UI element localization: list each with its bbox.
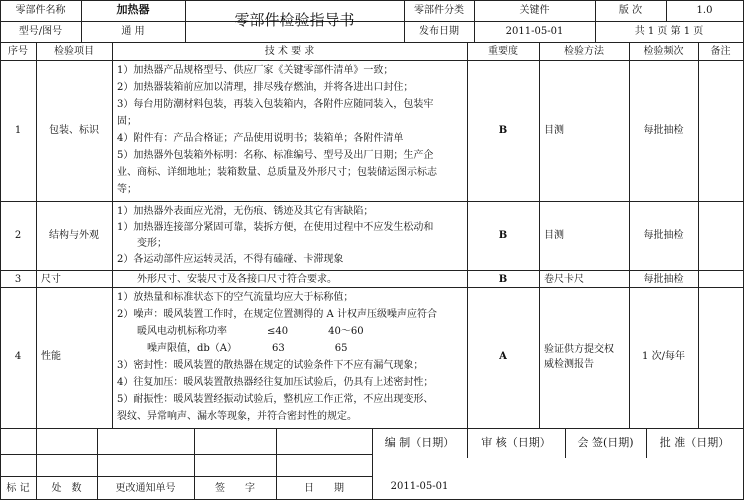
sign-date-label: 日 期	[304, 483, 344, 494]
compile-date-label: 编 制（日期）	[384, 436, 455, 449]
requirement-line: 4）附件有：产品合格证；产品使用说明书；装箱单；各附件清单	[117, 133, 404, 144]
requirement-line: 3）密封性：暖风装置的散热器在规定的试验条件下不应有漏气现象；	[117, 360, 424, 371]
row-frequency: 每批抽检	[643, 230, 684, 241]
requirement-line: 1）加热器产品规格型号、供应厂家《关键零部件清单》一致；	[117, 65, 394, 76]
col-frequency: 检验频次	[643, 46, 684, 57]
row-method: 目测	[544, 125, 564, 136]
requirement-line: 1）加热器连接部分紧固可靠，装拆方便，在使用过程中不应发生松动和	[117, 222, 434, 233]
requirement-line: 5）耐振性：暖风装置经振动试验后，整机应工作正常，不应出现变形、	[117, 394, 434, 405]
row-frequency: 每批抽检	[643, 125, 684, 136]
change-notice-label: 更改通知单号	[115, 483, 176, 494]
row-importance: B	[498, 230, 508, 241]
mark-label: 标 记	[6, 483, 30, 494]
countersign-date-label: 会 签(日期)	[577, 436, 634, 449]
row-method: 卷尺卡尺	[544, 274, 584, 285]
row-seq: 4	[14, 351, 22, 362]
row-frequency: 1 次/每年	[642, 351, 685, 362]
place-count-label: 处 数	[51, 483, 82, 494]
page-info: 共 1 页 第 1 页	[634, 26, 704, 37]
category-label: 零部件分类	[414, 5, 464, 16]
release-date-value: 2011-05-01	[505, 26, 564, 37]
col-method: 检验方法	[564, 46, 604, 57]
requirement-line: 2）噪声：暖风装置工作时，在规定位置测得的 A 计权声压级噪声应符合	[117, 309, 437, 320]
release-date-label: 发布日期	[419, 26, 459, 37]
requirement-line: 业、商标、详细地址；装箱数量、总质量及外形尺寸；包装储运图示标志	[117, 167, 437, 178]
version-label: 版 次	[618, 5, 643, 16]
row-seq: 2	[14, 230, 22, 241]
part-name-value: 加热器	[116, 3, 150, 16]
row-importance: B	[498, 274, 508, 285]
row-importance: A	[499, 351, 507, 362]
row-item: 性能	[41, 351, 61, 362]
requirement-line: 等；	[117, 184, 137, 195]
category-value: 关键件	[519, 5, 550, 16]
model-value: 通 用	[121, 26, 145, 37]
requirement-line: 噪声限值，db（A） 63 65	[117, 343, 348, 354]
row-item: 包装、标识	[49, 125, 99, 136]
col-note: 备注	[710, 46, 731, 57]
requirement-line: 1）放热量和标准状态下的空气流量均应大于标称值；	[117, 292, 354, 303]
requirement-line: 暖风电动机标称功率 ≤40 40～60	[117, 326, 364, 337]
approve-date-label: 批 准（日期）	[659, 436, 730, 449]
model-label: 型号/图号	[18, 26, 63, 37]
row-seq: 3	[14, 274, 22, 285]
row-item: 尺寸	[41, 274, 61, 285]
requirement-line: 3）每台用防潮材料包装，再装入包装箱内，各附件应随同装入，包装牢	[117, 99, 434, 110]
requirement-line: 5）加热器外包装箱外标明：名称、标准编号、型号及出厂日期；生产企	[117, 150, 434, 161]
requirement-line: 4）往复加压：暖风装置散热器经往复加压试验后，仍具有上述密封性；	[117, 377, 434, 388]
requirement-line: 变形；	[117, 238, 167, 249]
row-importance: B	[498, 125, 508, 136]
requirement-line: 2）加热器装箱前应加以清理，排尽残存燃油，并将各进出口封住；	[117, 82, 414, 93]
version-value: 1.0	[696, 5, 713, 16]
part-name-label: 零部件名称	[15, 5, 66, 16]
requirement-line: 2）各运动部件应运转灵活，不得有磕碰、卡滞现象	[117, 254, 344, 265]
col-importance: 重要度	[488, 46, 518, 57]
requirement-line: 外形尺寸、安装尺寸及各接口尺寸符合要求。	[117, 274, 337, 285]
col-item: 检验项目	[54, 46, 94, 57]
signature-label: 签 字	[215, 483, 255, 494]
row-method: 威检测报告	[544, 359, 594, 370]
row-frequency: 每批抽检	[643, 274, 684, 285]
col-requirements: 技 术 要 求	[264, 46, 315, 57]
row-method: 验证供方提交权	[544, 344, 614, 355]
document-title: 零部件检验指导书	[234, 11, 355, 29]
requirement-line: 固；	[117, 116, 137, 127]
requirement-line: 裂纹、异常响声、漏水等现象，并符合密封性的规定。	[117, 411, 357, 422]
row-method: 目测	[544, 230, 564, 241]
row-item: 结构与外观	[49, 230, 99, 241]
requirement-line: 1）加热器外表面应光滑，无伤痕、锈迹及其它有害缺陷；	[117, 206, 374, 217]
compile-date-value: 2011-05-01	[390, 481, 449, 492]
review-date-label: 审 核（日期）	[481, 436, 551, 449]
col-seq: 序号	[8, 46, 28, 57]
row-seq: 1	[14, 125, 22, 136]
